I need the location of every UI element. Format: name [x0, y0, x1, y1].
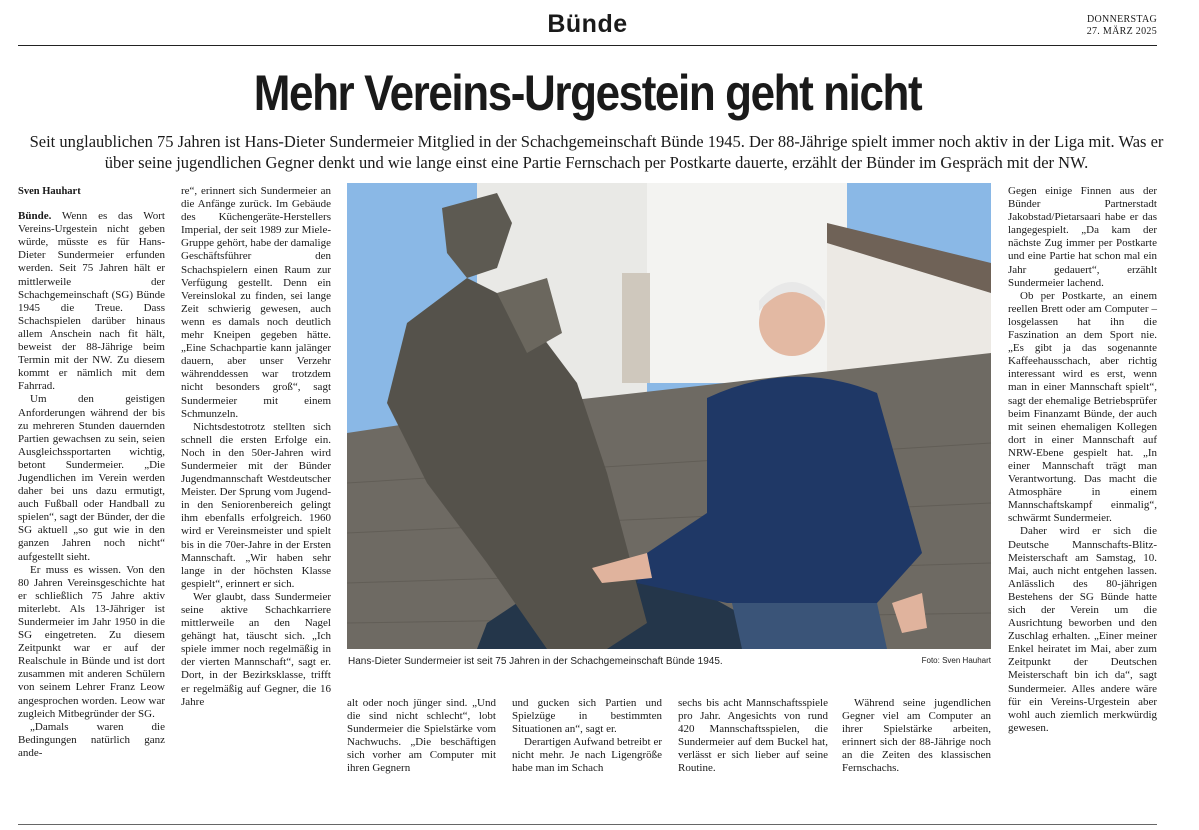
paragraph: Wer glaubt, dass Sundermeier seine aktive Schachkarriere mittlerweile an den Nagel gehängt hat, täuscht sich. „Ich spiele immer noch regelmäßig in der vierten Mannschaft“, sagt er. Dort, in der Bezirksklasse, trifft er regelmäßig auf Gegner, die 16 Jahre: [181, 590, 331, 708]
headline: Mehr Vereins-Urgestein geht nicht: [253, 65, 922, 121]
article-column-2: [181, 185, 331, 709]
article-column-5: [678, 697, 828, 776]
paragraph: Er muss es wissen. Von den 80 Jahren Vereinsgeschichte hat er schließlich 75 Jahre aktiv miterlebt. Als 13-Jähriger ist Sundermeier im Jahr 1950 in die SG eingetreten. Zu diesem Zeitpunkt war er auf der Realschule in Bünde und ist dort zusammen mit anderen Schülern von seinem Lehrer Franz Leow angesprochen worden. Leow war zugleich Mitbegründer der SG.: [18, 563, 165, 720]
paragraph: „Damals waren die Bedingungen natürlich ganz ande-: [18, 720, 165, 759]
paragraph: sechs bis acht Mannschaftsspiele pro Jahr. Angesichts von rund 420 Mannschaftsspielen, die Sundermeier auf dem Buckel hat, verlässt er sich lieber auf seine Routine.: [678, 697, 828, 775]
paragraph: Derartigen Aufwand betreibt er nicht mehr. Je nach Ligengröße habe man im Schach: [512, 736, 662, 775]
author: Sven Hauhart: [18, 186, 81, 197]
article-column-6: [842, 697, 991, 776]
photo-illustration: [347, 183, 991, 649]
paragraph: und gucken sich Partien und Spielzüge in bestimmten Situationen an“, sagt er.: [512, 697, 662, 736]
article-column-4: [512, 697, 662, 776]
paragraph: Bünde. Wenn es das Wort Vereins-Urgestein nicht geben würde, müsste es für Hans-Dieter Sundermeier erfunden werden. Seit 75 Jahren hält er mittlerweile der Schachgemeinschaft (SG) Bünde 1945 die Treue. Dass Schachspielen darüber hinaus allem Anschein nach fit hält, beweist der 88-Jährige beim Termin mit der NW. Zu diesem kommt er nämlich mit dem Fahrrad.: [18, 210, 165, 393]
article-column-1: [18, 185, 165, 760]
date-block: [1087, 14, 1157, 38]
weekday: DONNERSTAG: [1087, 14, 1157, 25]
paragraph: Daher wird er sich die Deutsche Mannschafts-Blitz-Meisterschaft am Samstag, 10. Mai, auch nicht entgehen lassen. Anlässlich des 80-jährigen Bestehens der SG Bünde hatte sich der Verein um die Ausrichtung beworben und den Zuschlag erhalten. „Einer meiner Enkel heiratet im Mai, aber zum Zeitpunkt der Deutschen Meisterschaft bin ich da“, sagt Sundermeier. Alles andere wäre für ein Vereins-Urgestein aber wohl auch ziemlich merkwürdig gewesen.: [1008, 525, 1157, 734]
lead-text: Seit unglaublichen 75 Jahren ist Hans-Dieter Sundermeier Mitglied in der Schachgemeinschaft Bünde 1945. Der 88-Jährige spielt immer noch aktiv in der Liga mit. Was er über seine jugendlichen Gegner denkt und wie lange einst eine Partie Fernschach per Postkarte dauerte, erzählt der Bünder im Gespräch mit der NW.: [29, 132, 1164, 172]
article-column-7: [1008, 185, 1157, 735]
header-rule: [18, 45, 1157, 46]
date: 27. MÄRZ 2025: [1086, 26, 1157, 37]
photo-caption: [348, 656, 991, 667]
article-column-3: [347, 697, 496, 776]
dateline: Bünde.: [18, 210, 52, 223]
paragraph: re“, erinnert sich Sundermeier an die Anfänge zurück. Im Gebäude des Küchengeräte-Herstellers Imperial, der seit 1989 zur Miele-Gruppe gehört, habe der damalige Geschäftsführer den Schachspielern einen Raum zur Verfügung gestellt. Denn ein Vereinslokal zu finden, sei lange Zeit schwierig gewesen, auch wenn es damals noch deutlich mehr Kneipen gegeben hätte. „Eine Schachpartie kann jalänger dauern, aber unser Verzehr währenddessen war trotzdem nicht besonders groß“, sagt Sundermeier mit einem Schmunzeln.: [181, 185, 331, 420]
paragraph: Gegen einige Finnen aus der Bünder Partnerstadt Jakobstad/Pietarsaari habe er das langegespielt. „Da kam der nächste Zug immer per Postkarte und eine Partie hat schon mal ein Jahr gedauert“, erzählt Sundermeier lachend.: [1008, 185, 1157, 289]
caption-text: Hans-Dieter Sundermeier ist seit 75 Jahren in der Schachgemeinschaft Bünde 1945.: [348, 656, 723, 667]
photo-credit: Foto: Sven Hauhart: [921, 656, 991, 665]
paragraph: alt oder noch jünger sind. „Und die sind nicht schlecht“, lobt Sundermeier die Spielstärke vom Nachwuchs. „Die beschäftigen sich vorher am Computer mit ihren Gegnern: [347, 697, 496, 775]
article-photo: [347, 183, 991, 649]
paragraph: Nichtsdestotrotz stellten sich schnell die ersten Erfolge ein. Noch in den 50er-Jahren wird Sundermeier mit der Bünder Jugendmannschaft Westdeutscher Meister. Der Sprung vom Jugend- in den Seniorenbereich gelingt ihm ebenfalls erfolgreich. 1960 wird er Vereinsmeister und spielt bis in die 70er-Jahre in der Ersten Mannschaft. „Wir haben sehr lange in der höchsten Klasse gespielt“, erinnert er sich.: [181, 420, 331, 590]
paragraph: Ob per Postkarte, an einem reellen Brett oder am Computer – losgelassen hat ihn die Faszination an dem Sport nie. „Es gibt ja das sogenannte Kaffeehausschach, aber richtig interessant wird es erst, wenn man in einer Mannschaft spielt“, sagt der ehemalige Betriebsprüfer beim Finanzamt Bünde, der auch mit seinen ehemaligen Kollegen dort in einer Mannschaft auf NRW-Ebene gespielt hat. „In einer Mannschaft trägt man Verantwortung. Das macht die Atmosphäre in einem Mannschaftskampf einmalig“, schwärmt Sundermeier.: [1008, 289, 1157, 525]
section-title: Bünde: [547, 10, 628, 38]
paragraph: Während seine jugendlichen Gegner viel am Computer an ihrer Spielstärke arbeiten, erinnert sich der 88-Jährige noch an die Zeiten des klassischen Fernschachs.: [842, 697, 991, 775]
paragraph: Um den geistigen Anforderungen während der bis zu mehreren Stunden dauernden Partien gewachsen zu sein, seien Ausgleichssportarten wichtig, betont Sundermeier. „Die Jugendlichen im Verein werden daher bei uns dazu ermutigt, auch Fußball oder Handball zu spielen“, sagt der Bünder, der die SG aktuell „so gut wie in den ganzen Jahren noch nicht“ aufgestellt sieht.: [18, 393, 165, 563]
footer-rule: [18, 824, 1157, 825]
